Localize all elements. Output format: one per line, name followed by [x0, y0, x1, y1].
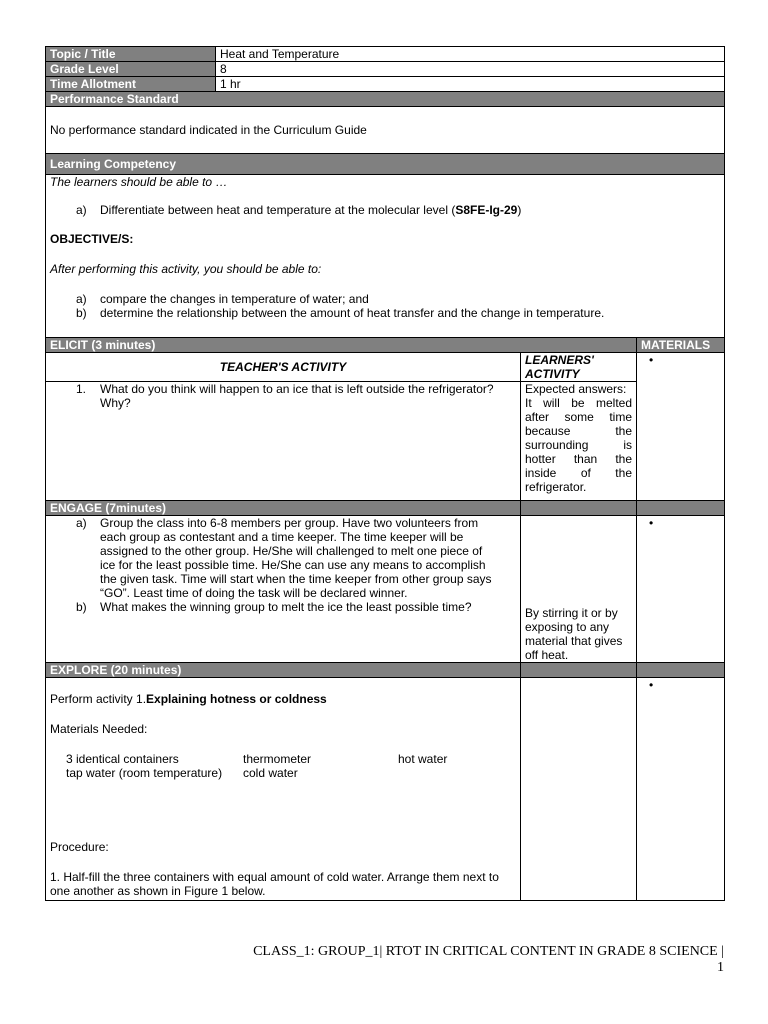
bullet-icon: •: [649, 516, 654, 530]
explore-learner-cell: [521, 678, 637, 901]
lesson-plan-table: [45, 46, 725, 901]
activity-line: Perform activity 1.Explaining hotness or coldness: [50, 692, 327, 706]
competency-item: a) Differentiate between heat and temperature at the molecular level (S8FE-Ig-29): [76, 203, 522, 217]
objectives-heading: OBJECTIVE/S:: [50, 232, 134, 246]
time-value: 1 hr: [216, 77, 725, 92]
competency-intro: The learners should be able to …: [50, 175, 228, 189]
explore-materials-cell: [637, 678, 725, 901]
engage-answer-cell: By stirring it or by exposing to any material that gives off heat.: [521, 516, 637, 663]
objective-item: a) compare the changes in temperature of water; and: [76, 292, 369, 306]
learning-competency-heading: Learning Competency: [46, 154, 725, 175]
performance-standard-heading: Performance Standard: [46, 92, 725, 107]
materials-row: tap water (room temperature) cold water: [66, 766, 298, 780]
elicit-heading: ELICIT (3 minutes): [46, 338, 637, 353]
elicit-question-cell: [46, 382, 521, 501]
learners-activity-heading: LEARNERS' ACTIVITY: [521, 353, 637, 382]
performance-standard-text: No performance standard indicated in the Curriculum Guide: [46, 107, 725, 154]
learning-competency-body: [46, 175, 725, 338]
engage-items-cell: [46, 516, 521, 663]
procedure-step: 1. Half-fill the three containers with equal amount of cold water. Arrange them next to one another as shown in Figure 1 below.: [50, 870, 499, 898]
elicit-answer-cell: Expected answers: It will be melted after some time because the surrounding is hotter than the inside of the refrigerator.: [521, 382, 637, 501]
materials-row: 3 identical containers thermometer hot water: [66, 752, 448, 766]
grade-value: 8: [216, 62, 725, 77]
materials-needed-label: Materials Needed:: [50, 722, 148, 736]
engage-item: a) Group the class into 6-8 members per group. Have two volunteers from each group as contestant and a time keeper. The time keeper will be assigned to the other group. He/She will challenged to melt one piece of ice for the least possible time. He/She can use any means to accomplish the given task. Time will start when the time keeper from other group says “GO”. Least time of doing the task will be declared winner.: [76, 516, 492, 600]
objectives-intro: After performing this activity, you should be able to:: [50, 262, 322, 276]
engage-heading: ENGAGE (7minutes): [46, 501, 521, 516]
explore-body: [46, 678, 521, 901]
teacher-activity-heading: TEACHER'S ACTIVITY: [46, 353, 521, 382]
procedure-label: Procedure:: [50, 840, 109, 854]
competency-code: S8FE-Ig-29: [455, 203, 518, 217]
grade-label: Grade Level: [46, 62, 216, 77]
objectives-list: [50, 292, 720, 320]
bullet-icon: •: [649, 353, 654, 367]
engage-item: b) What makes the winning group to melt the ice the least possible time?: [76, 600, 472, 614]
page-footer: CLASS_1: GROUP_1| RTOT IN CRITICAL CONTENT IN GRADE 8 SCIENCE | 1: [253, 944, 724, 975]
activity-title: Explaining hotness or coldness: [146, 692, 327, 706]
materials-heading: MATERIALS: [637, 338, 725, 353]
bullet-icon: •: [649, 678, 654, 692]
topic-value: Heat and Temperature: [216, 47, 725, 62]
objective-item: b) determine the relationship between the amount of heat transfer and the change in temperature.: [76, 306, 605, 320]
explore-heading: EXPLORE (20 minutes): [46, 663, 521, 678]
engage-materials-cell: [637, 516, 725, 663]
materials-list: [50, 752, 516, 780]
competency-list: [50, 203, 720, 217]
elicit-question: 1. What do you think will happen to an ice that is left outside the refrigerator? Why?: [76, 382, 494, 410]
elicit-materials-cell: [637, 353, 725, 501]
topic-label: Topic / Title: [46, 47, 216, 62]
time-label: Time Allotment: [46, 77, 216, 92]
